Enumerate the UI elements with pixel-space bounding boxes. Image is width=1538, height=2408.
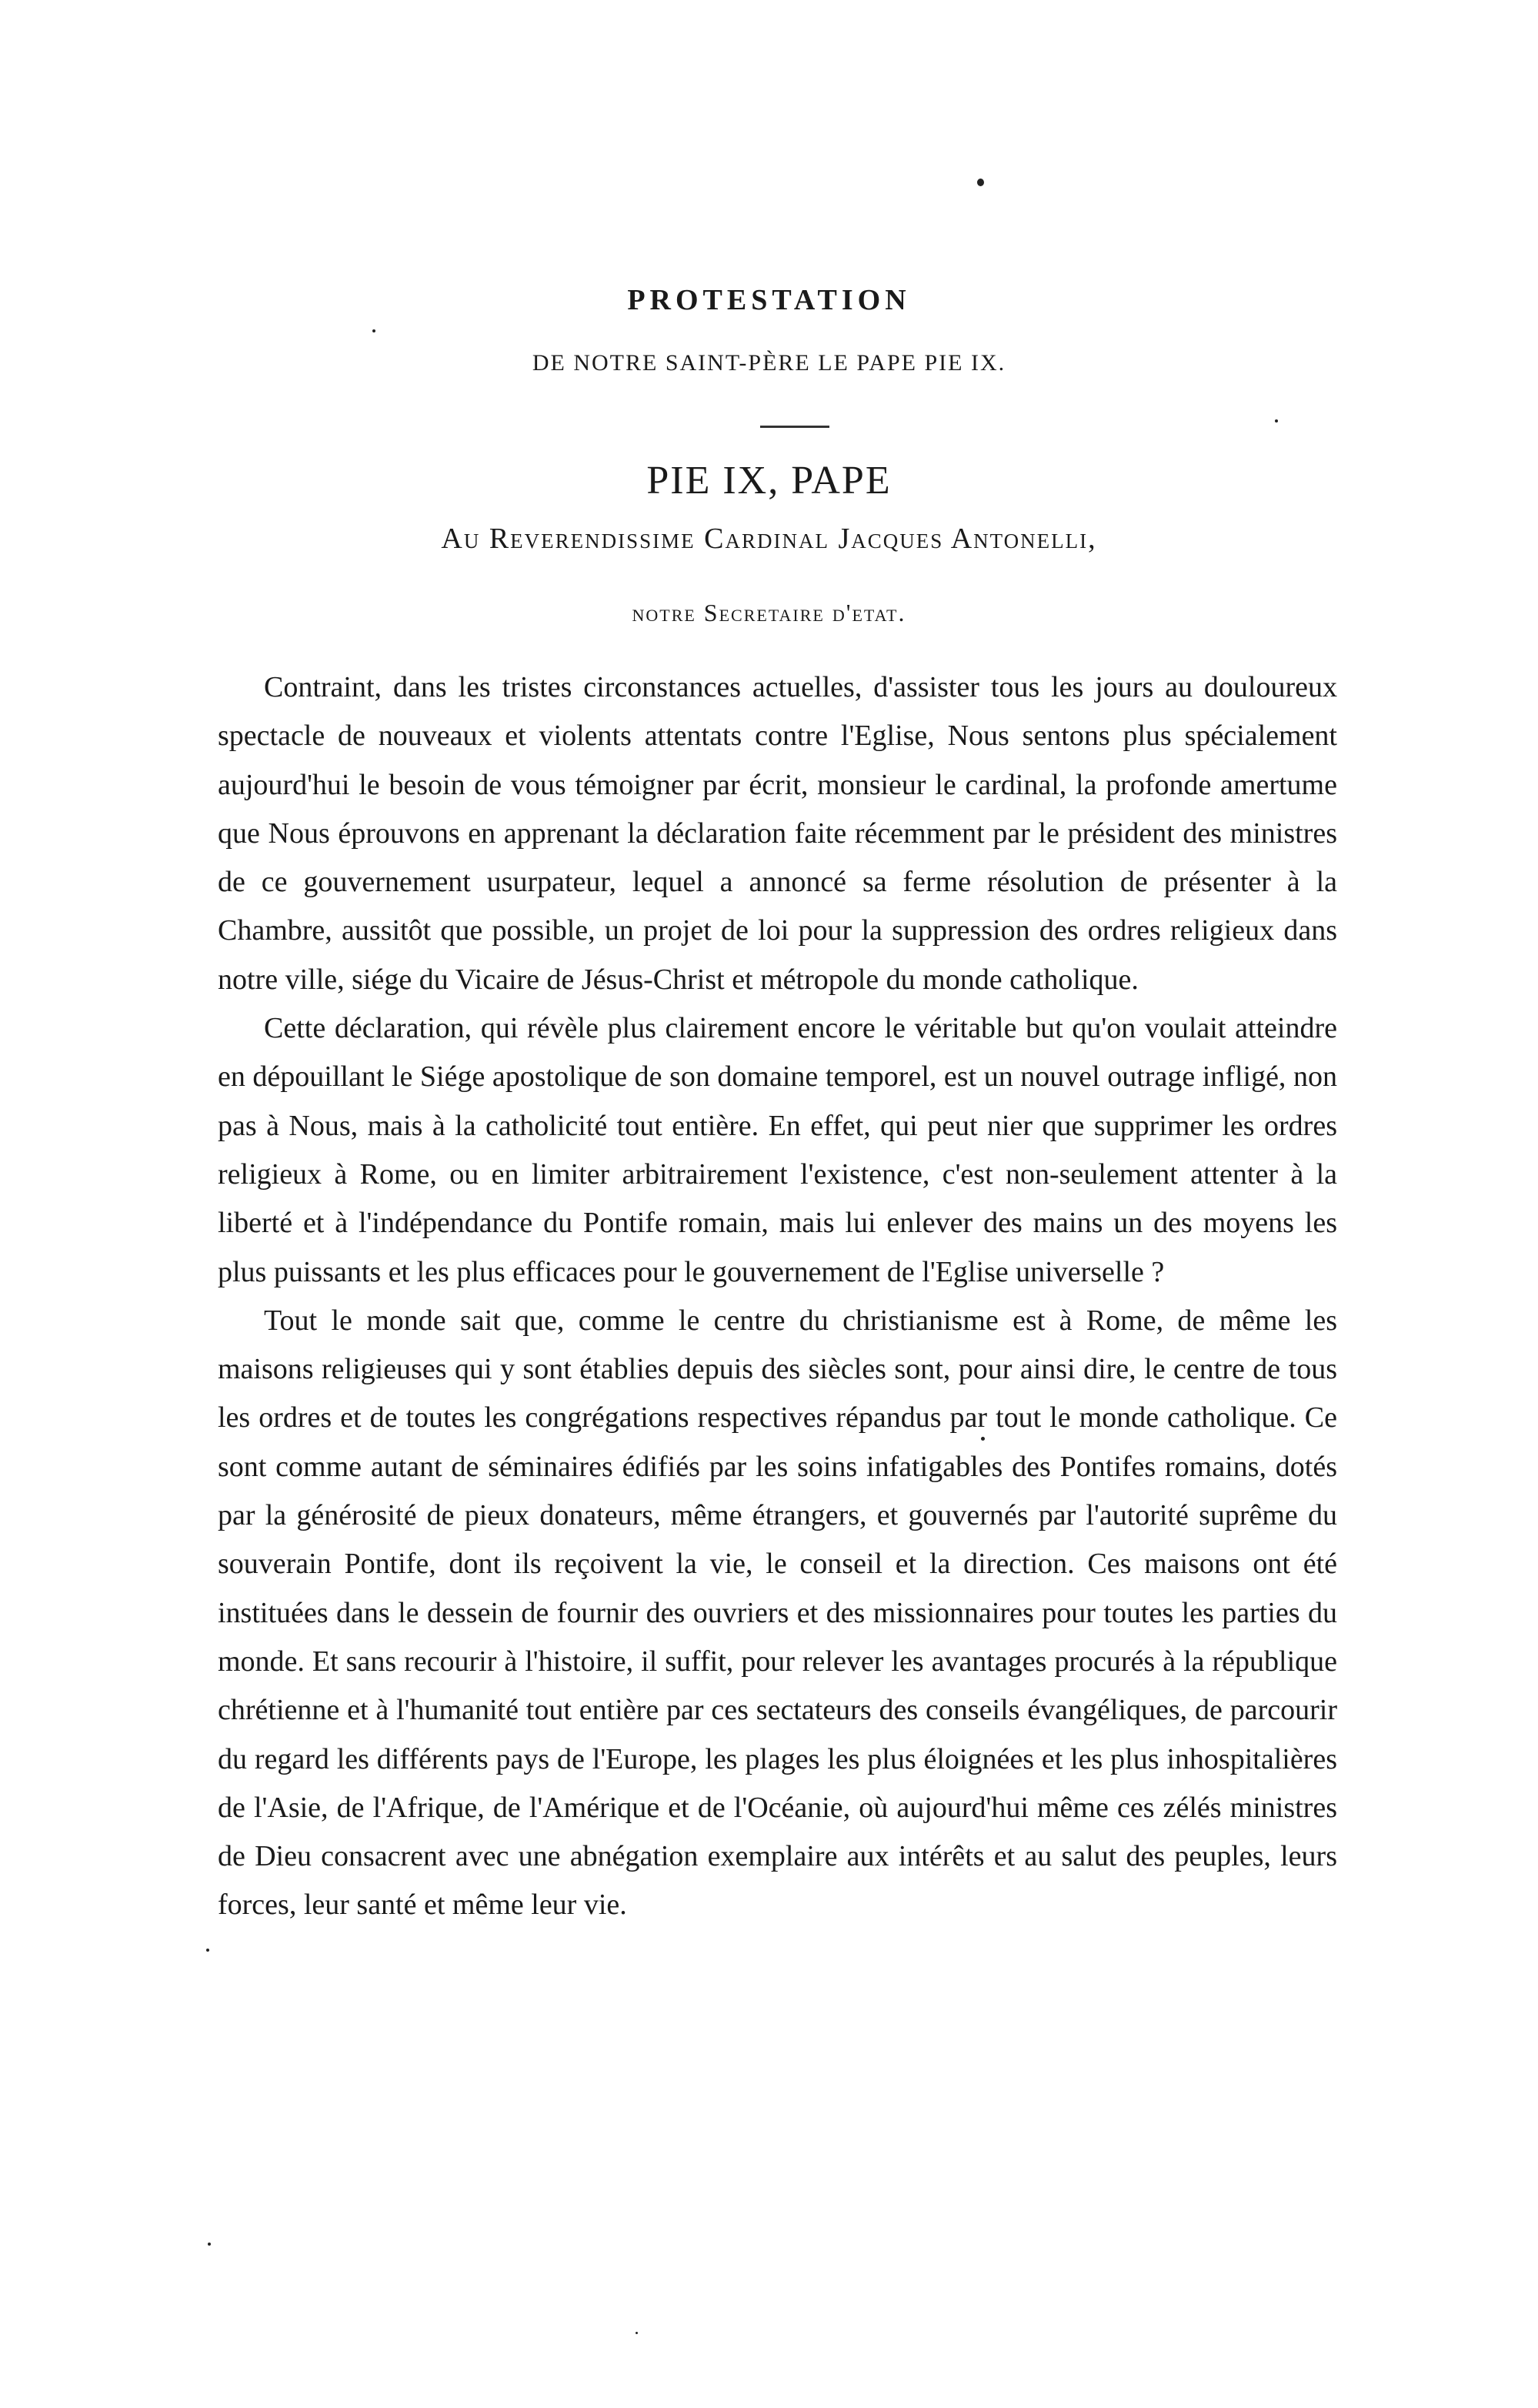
addressee-line-1: Au Reverendissime Cardinal Jacques Antonelli, [441, 523, 1097, 555]
paragraph-3: Tout le monde sait que, comme le centre du christianisme est à Rome, de même les maisons religieuses qui y sont établies depuis des siècles sont, pour ainsi dire, le centre de tous les ordres et de toutes les congrégations respectives répandus par tout le monde catholique. Ce sont comme autant de séminaires édifiés par les soins infatigables des Pontifes romains, dotés par la générosité de pieux donateurs, même étrangers, et gouvernés par l'autorité suprême du souverain Pontife, dont ils reçoivent la vie, le conseil et la direction. Ces maisons ont été instituées dans le dessein de fournir des ouvriers et des missionnaires pour toutes les parties du monde. Et sans recourir à l'histoire, il suffit, pour relever les avantages procurés à la république chrétienne et à l'humanité tout entière par ces sectateurs des conseils évangéliques, de parcourir du regard les différents pays de l'Europe, les plages les plus éloignées et les plus inhospitalières de l'Asie, de l'Afrique, de l'Amérique et de l'Océanie, où aujourd'hui même ces zélés ministres de Dieu consacrent avec une abnégation exemplaire aux intérêts et au salut des peuples, leurs forces, leur santé et même leur vie. [218, 1304, 1337, 1922]
divider-rule [760, 426, 829, 428]
document-title: PROTESTATION [627, 284, 911, 316]
document-subtitle: DE NOTRE SAINT-PÈRE LE PAPE PIE IX. [532, 350, 1006, 376]
ink-speck [372, 329, 375, 332]
addressee-line-2: notre Secretaire d'etat. [632, 599, 906, 626]
ink-speck [208, 2243, 211, 2246]
letter-body [218, 663, 1337, 1930]
pope-heading: PIE IX, PAPE [646, 459, 892, 503]
ink-speck [636, 2332, 638, 2334]
ink-speck [206, 1949, 209, 1952]
paragraph-1: Contraint, dans les tristes circonstances actuelles, d'assister tous les jours au douloureux spectacle de nouveaux et violents attentats contre l'Eglise, Nous sentons plus spécialement aujourd'hui le besoin de vous témoigner par écrit, monsieur le cardinal, la profonde amertume que Nous éprouvons en apprenant la déclaration faite récemment par le président des ministres de ce gouvernement usurpateur, lequel a annoncé sa ferme résolution de présenter à la Chambre, aussitôt que possible, un projet de loi pour la suppression des ordres religieux dans notre ville, siége du Vicaire de Jésus-Christ et métropole du monde catholique. [218, 671, 1337, 996]
paragraph-2: Cette déclaration, qui révèle plus clairement encore le véritable but qu'on voulait atteindre en dépouillant le Siége apostolique de son domaine temporel, est un nouvel outrage infligé, non pas à Nous, mais à la catholicité tout entière. En effet, qui peut nier que supprimer les ordres religieux à Rome, ou en limiter arbitrairement l'existence, c'est non-seulement attenter à la liberté et à l'indépendance du Pontife romain, mais lui enlever des mains un des moyens les plus puissants et les plus efficaces pour le gouvernement de l'Eglise universelle ? [218, 1012, 1337, 1288]
ink-speck [977, 179, 984, 186]
ink-speck [1275, 419, 1278, 422]
